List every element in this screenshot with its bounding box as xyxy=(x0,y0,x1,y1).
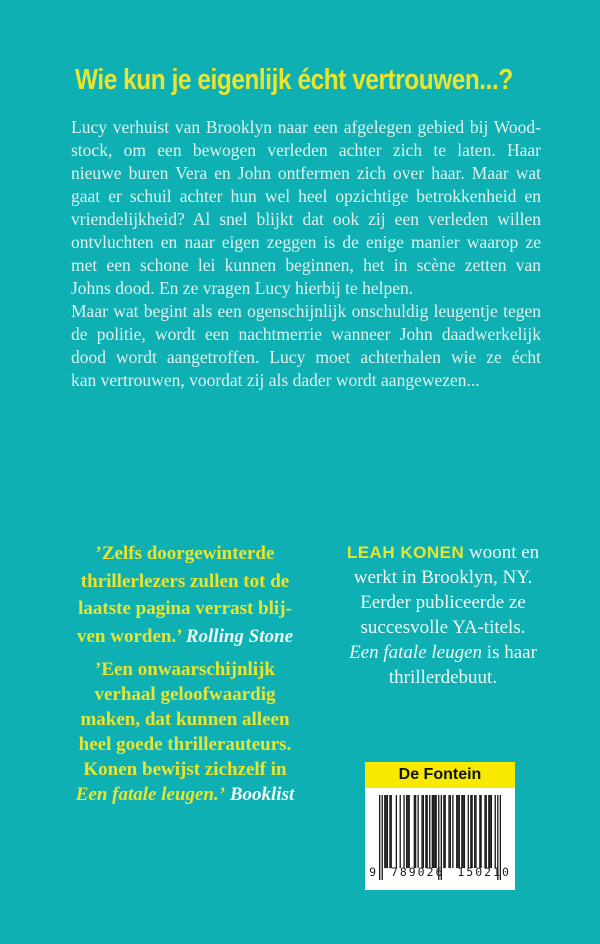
synopsis-line: nieuwe buren Vera en John ontfermen zich over haar. Maar wat xyxy=(71,163,541,183)
synopsis-line: Johns dood. En ze vragen Lucy hierbij te helpen. xyxy=(71,278,414,298)
author-bio-line xyxy=(330,540,556,565)
synopsis-line: ontvluchten en naar eigen zeggen is de enige manier waarop ze xyxy=(71,232,541,252)
press-quotes-column xyxy=(60,540,310,807)
quote-line: maken, dat kunnen alleen xyxy=(80,709,290,730)
publisher-barcode-box xyxy=(365,762,515,890)
author-bio-fragment: woont en xyxy=(468,542,540,563)
quote-line: heel goede thrillerauteurs. xyxy=(78,734,292,755)
quote-source: Rolling Stone xyxy=(185,625,294,647)
quote-line: Konen bewijst zichzelf in xyxy=(83,759,287,780)
quote-line: laatste pagina verrast blij- xyxy=(78,598,292,619)
author-bio-line: Eerder publiceerde ze xyxy=(360,592,526,613)
synopsis-line: kan vertrouwen, voordat zij als dader wordt aangewezen... xyxy=(71,370,480,390)
quote-line: thrillerlezers zullen tot de xyxy=(80,570,290,592)
quote-line: ’Een onwaarschijnlijk xyxy=(95,659,275,680)
quote-line xyxy=(60,782,310,807)
headline: Wie kun je eigenlijk écht vertrouwen...? xyxy=(75,64,513,96)
quote-fragment: ven worden.’ xyxy=(76,625,182,647)
synopsis-line: dood wordt aangetroffen. Lucy moet achterhalen wie ze écht xyxy=(71,347,541,367)
author-bio-line: thrillerdebuut. xyxy=(388,667,498,688)
quote-line xyxy=(60,623,310,651)
author-bio-fragment: is haar xyxy=(486,642,537,663)
quote-source: Booklist xyxy=(229,784,295,805)
review-quote-rolling-stone xyxy=(60,540,310,650)
barcode-isbn-digits: 9 789026 150210 xyxy=(369,865,511,879)
synopsis-line: met een schone lei kunnen beginnen, het in scène zetten van xyxy=(71,255,541,275)
author-bio-line: succesvolle YA-titels. xyxy=(360,617,526,638)
synopsis-line: stock, om een bewogen verleden achter zich te laten. Haar xyxy=(71,140,541,160)
synopsis xyxy=(71,116,541,392)
author-bio-line: werkt in Brooklyn, NY. xyxy=(353,567,533,588)
quote-line: verhaal geloofwaardig xyxy=(94,684,276,705)
synopsis-line: de politie, wordt een nachtmerrie wanneer John daadwerkelijk xyxy=(71,324,541,344)
publisher-logo: De Fontein xyxy=(365,762,515,788)
synopsis-line: gaat er schuil achter hun wel heel opzichtige betrokkenheid en xyxy=(71,186,541,206)
book-title: Een fatale leugen xyxy=(349,642,483,663)
synopsis-line: Lucy verhuist van Brooklyn naar een afgelegen gebied bij Wood- xyxy=(71,117,541,137)
synopsis-line: vriendelijkheid? Al snel blijkt dat ook zij een verleden willen xyxy=(71,209,541,229)
author-name: LEAH KONEN xyxy=(346,543,465,562)
author-bio-line xyxy=(330,640,556,665)
quote-line: ’Zelfs doorgewinterde xyxy=(95,543,275,564)
synopsis-line: Maar wat begint als een ogenschijnlijk onschuldig leugentje tegen xyxy=(71,301,541,321)
author-bio xyxy=(330,540,556,690)
review-quote-booklist xyxy=(60,657,310,807)
book-title-fragment: Een fatale leugen.’ xyxy=(75,784,226,805)
